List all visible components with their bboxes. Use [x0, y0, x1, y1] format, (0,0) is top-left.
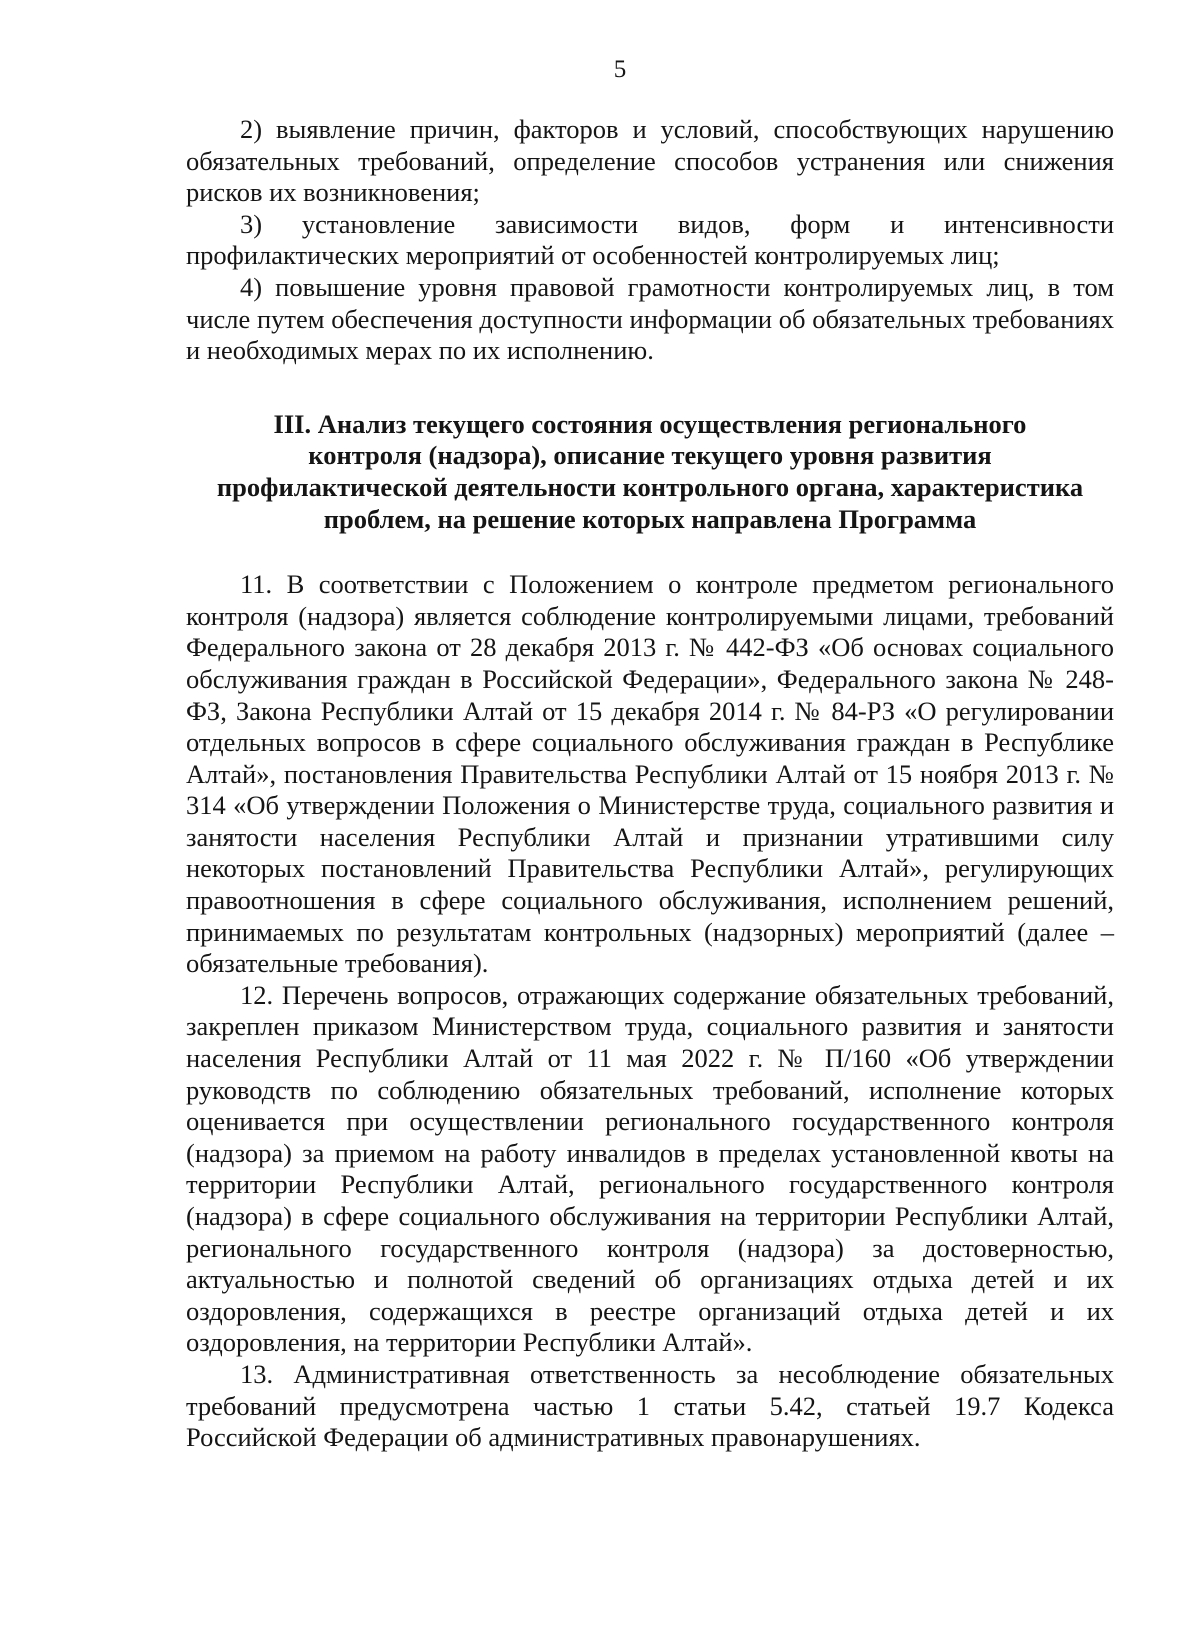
- list-item: 3) установление зависимости видов, форм и интенсивности профилактических мероприятий от особенностей контролируемых лиц;: [186, 208, 1114, 271]
- list-item: 2) выявление причин, факторов и условий, способствующих нарушению обязательных требований, определение способов устранения или снижения рисков их возникновения;: [186, 114, 1114, 208]
- section-heading: [186, 409, 1114, 535]
- paragraph-12: 12. Перечень вопросов, отражающих содержание обязательных требований, закреплен приказом Министерством труда, социального развития и занятости населения Республики Алтай от 11 мая 2022 г. № П/160 «Об утверждении руководств по соблюдению обязательных требований, исполнение которых оценивается при осуществлении регионального государственного контроля (надзора) за приемом на работу инвалидов в пределах установленной квоты на территории Республики Алтай, регионального государственного контроля (надзора) в сфере социального обслуживания на территории Республики Алтай, регионального государственного контроля (надзора) за достоверностью, актуальностью и полнотой сведений об организациях отдыха детей и их оздоровления, содержащихся в реестре организаций отдыха детей и их оздоровления, на территории Республики Алтай».: [186, 979, 1114, 1358]
- section-body: [186, 569, 1114, 1454]
- heading-line: контроля (надзора), описание текущего уровня развития: [308, 440, 992, 471]
- document-body: [186, 114, 1114, 1454]
- heading-line: III. Анализ текущего состояния осуществления регионального: [273, 408, 1027, 439]
- page-number: 5: [613, 56, 627, 83]
- paragraph-11: 11. В соответствии с Положением о контроле предметом регионального контроля (надзора) является соблюдение контролируемыми лицами, требований Федерального закона от 28 декабря 2013 г. № 442-ФЗ «Об основах социального обслуживания граждан в Российской Федерации», Федерального закона № 248-ФЗ, Закона Республики Алтай от 15 декабря 2014 г. № 84-РЗ «О регулировании отдельных вопросов в сфере социального обслуживания граждан в Республике Алтай», постановления Правительства Республики Алтай от 15 ноября 2013 г. № 314 «Об утверждении Положения о Министерстве труда, социального развития и занятости населения Республики Алтай и признании утратившими силу некоторых постановлений Правительства Республики Алтай», регулирующих правоотношения в сфере социального обслуживания, исполнением решений, принимаемых по результатам контрольных (надзорных) мероприятий (далее – обязательные требования).: [186, 569, 1114, 979]
- paragraph-13: 13. Административная ответственность за несоблюдение обязательных требований предусмотрена частью 1 статьи 5.42, статьей 19.7 Кодекса Российской Федерации об административных правонарушениях.: [186, 1358, 1114, 1453]
- heading-line: профилактической деятельности контрольного органа, характеристика: [216, 471, 1084, 502]
- list-item: 4) повышение уровня правовой грамотности контролируемых лиц, в том числе путем обеспечения доступности информации об обязательных требованиях и необходимых мерах по их исполнению.: [186, 271, 1114, 366]
- heading-line: проблем, на решение которых направлена Программа: [323, 503, 977, 534]
